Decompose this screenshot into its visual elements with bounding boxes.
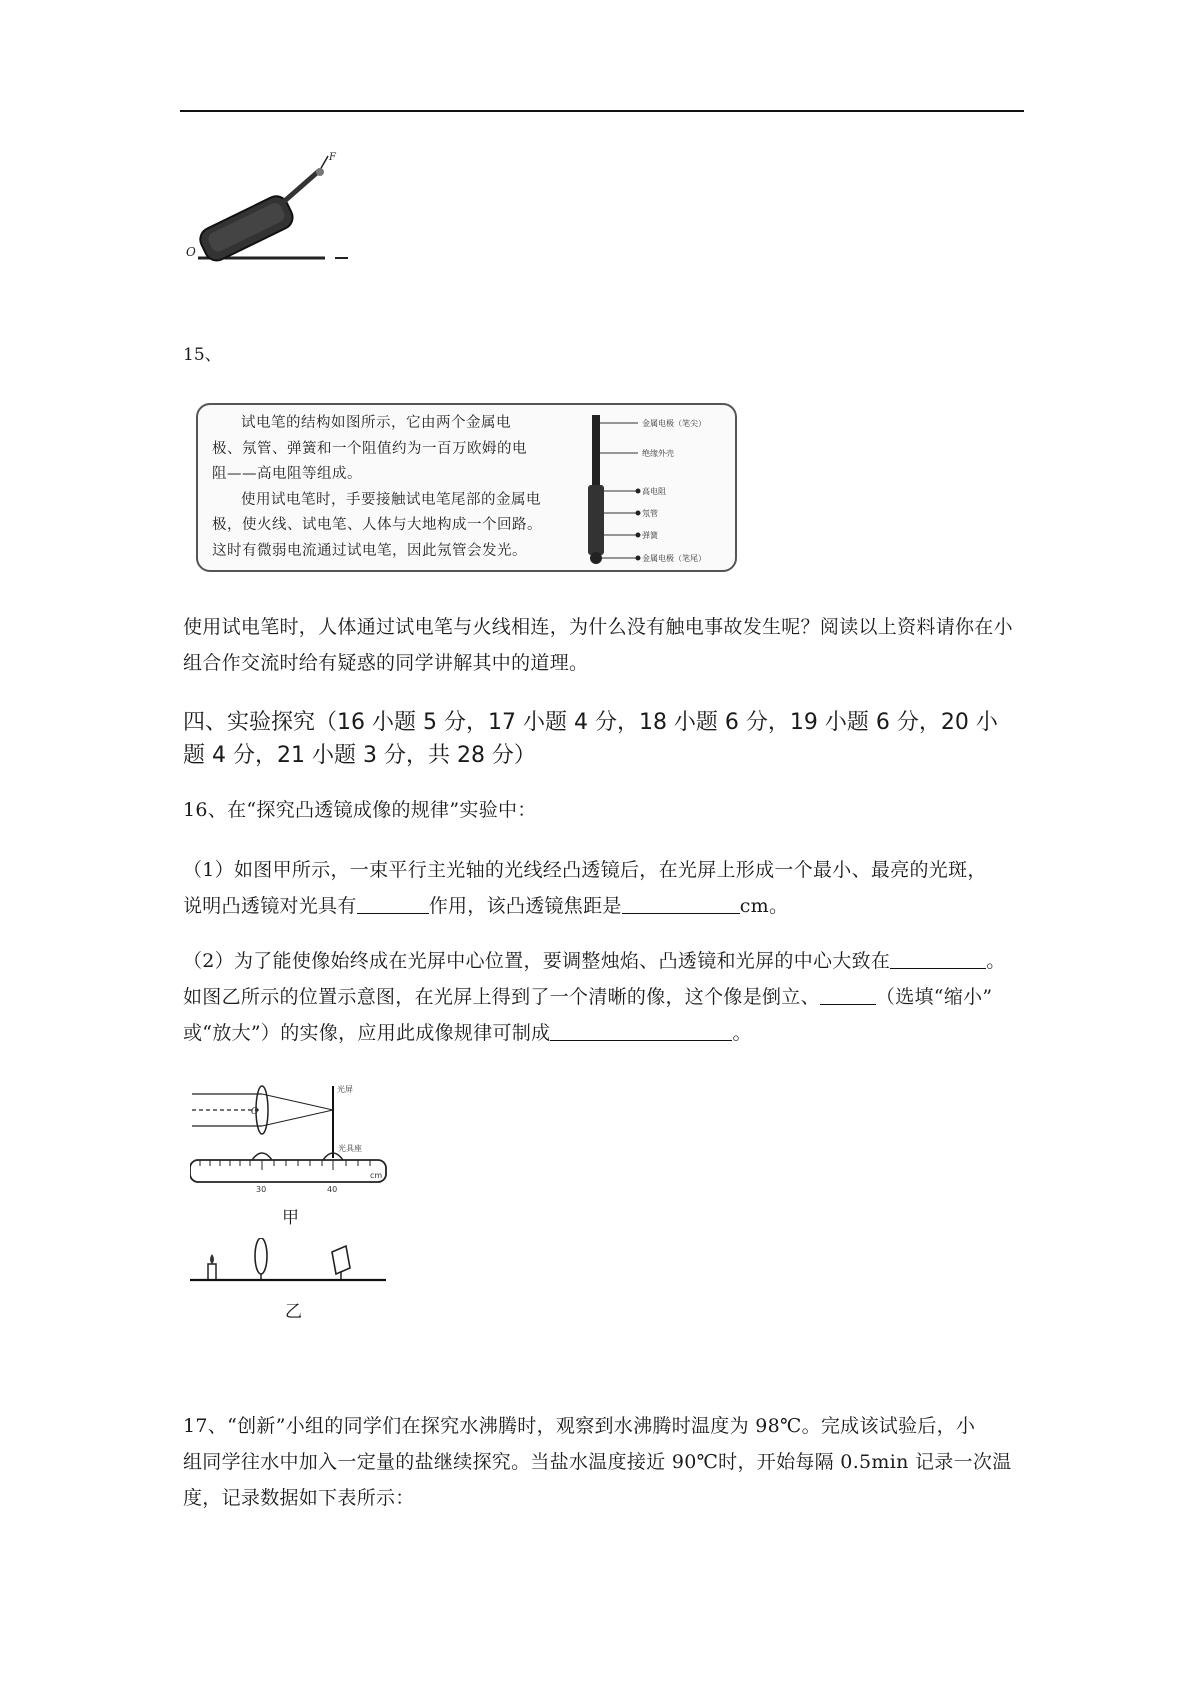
pen-tip	[592, 415, 600, 485]
question-16-part-2	[183, 943, 1028, 1051]
passage-text	[212, 411, 572, 564]
q17-line: 度，记录数据如下表所示：	[183, 1487, 415, 1509]
force-arrow	[320, 156, 328, 170]
section-title-line: 题 4 分，21 小题 3 分，共 28 分）	[183, 743, 536, 768]
pen-handle	[588, 485, 604, 555]
candle	[208, 1264, 216, 1280]
section-4-heading	[183, 706, 1028, 772]
pen-label-spring: 弹簧	[642, 531, 658, 540]
figure-yi	[188, 1238, 388, 1298]
pivot-label: O	[186, 245, 196, 259]
question-15-text: 使用试电笔时，人体通过试电笔与火线相连，为什么没有触电事故发生呢？阅读以上资料请你在小组合作交流时给有疑惑的同学讲解其中的道理。	[183, 616, 1013, 674]
part-2-text: 。	[732, 1022, 752, 1044]
header-rule	[180, 110, 1024, 112]
passage-line: 这时有微弱电流通过试电笔，因此氖管会发光。	[212, 542, 527, 559]
test-pen-diagram	[578, 411, 728, 566]
lens-center-label: O	[251, 1107, 259, 1117]
part-2-text: 如图乙所示的位置示意图，在光屏上得到了一个清晰的像，这个像是倒立、	[183, 986, 820, 1008]
part-1-line: （1）如图甲所示，一束平行主光轴的光线经凸透镜后，在光屏上形成一个最小、最亮的光斑，	[183, 859, 987, 881]
passage-line: 使用试电笔时，手要接触试电笔尾部的金属电	[241, 491, 541, 508]
screen-label: 光屏	[337, 1085, 353, 1094]
part-1-line	[183, 888, 1028, 924]
passage-line: 极，使火线、试电笔、人体与大地构成一个回路。	[212, 517, 542, 533]
part-1-text: 说明凸透镜对光具有	[183, 895, 357, 917]
part-2-text: （选填“缩小”	[875, 986, 993, 1008]
tick-40: 40	[327, 1185, 338, 1194]
lever-figure	[180, 150, 370, 270]
passage-line: 阻——高电阻等组成。	[212, 466, 362, 482]
light-screen	[332, 1246, 350, 1274]
q17-line: 组同学往水中加入一定量的盐继续探究。当盐水温度接近 90℃时，开始每隔 0.5min 记录一次温	[183, 1451, 1012, 1473]
part-2-line	[183, 943, 1028, 979]
pen-label-tail: 金属电极（笔尾）	[642, 554, 706, 563]
handle-bar	[280, 170, 320, 205]
part-2-text: （2）为了能使像始终成在光屏中心位置，要调整烛焰、凸透镜和光屏的中心大致在	[183, 950, 891, 972]
figure-jia-label: 甲	[282, 1208, 299, 1228]
convex-lens	[255, 1238, 267, 1274]
part-1-text: 作用，该凸透镜焦距是	[428, 895, 622, 917]
question-16-part-1	[183, 852, 1028, 924]
pen-label-shell: 绝缘外壳	[642, 449, 674, 458]
bench-label: 光具座	[338, 1144, 362, 1153]
part-1-text: cm。	[739, 895, 789, 917]
question-number-15: 15、	[183, 345, 222, 365]
part-2-text: 。	[986, 950, 1006, 972]
blank-focal-length[interactable]	[622, 891, 740, 914]
blank-application[interactable]	[550, 1018, 732, 1041]
unit-label: cm	[370, 1171, 383, 1180]
blank-size[interactable]	[820, 982, 876, 1005]
figure-yi-label: 乙	[285, 1302, 302, 1322]
question-17-text	[183, 1408, 1028, 1516]
part-2-line	[183, 979, 1028, 1015]
section-title-line: 四、实验探究（16 小题 5 分，17 小题 4 分，18 小题 6 分，19 小题 6 分，20 小	[183, 710, 998, 735]
part-2-line	[183, 1015, 1028, 1051]
force-label: F	[329, 152, 336, 163]
pen-label-resistor: 高电阻	[642, 487, 666, 496]
tick-30: 30	[256, 1185, 267, 1194]
q17-line: 17、“创新”小组的同学们在探究水沸腾时，观察到水沸腾时温度为 98℃。完成该试验后，小	[183, 1415, 976, 1437]
pen-label-tip: 金属电极（笔尖）	[642, 419, 706, 428]
part-2-text: 或“放大”）的实像，应用此成像规律可制成	[183, 1022, 551, 1044]
blank-height[interactable]	[890, 946, 986, 969]
blank-effect[interactable]	[357, 891, 429, 914]
passage-line: 极、氖管、弹簧和一个阻值约为一百万欧姆的电	[212, 440, 527, 457]
passage-line: 试电笔的结构如图所示，它由两个金属电	[241, 415, 511, 431]
question-16-intro: 16、在“探究凸透镜成像的规律”实验中：	[183, 799, 537, 821]
test-pen-passage	[196, 403, 737, 572]
figure-jia	[190, 1080, 400, 1200]
pen-label-neon: 氖管	[642, 509, 658, 518]
optical-bench	[190, 1160, 386, 1182]
candle-flame	[210, 1254, 214, 1264]
